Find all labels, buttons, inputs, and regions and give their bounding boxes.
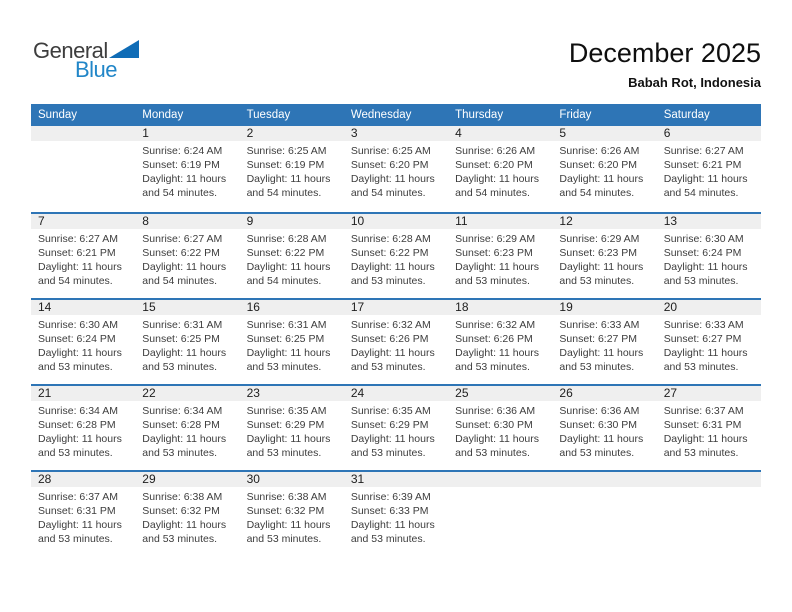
day-cell-31 xyxy=(344,472,448,556)
day-details xyxy=(135,229,239,288)
daylight-text: Daylight: 11 hours and 53 minutes. xyxy=(663,261,748,287)
sunset-text: Sunset: 6:19 PM xyxy=(142,159,220,171)
day-cell-15 xyxy=(135,300,239,384)
daylight-text: Daylight: 11 hours and 53 minutes. xyxy=(350,519,435,545)
day-number-empty xyxy=(448,472,552,487)
day-cell-18 xyxy=(448,300,552,384)
logo-text-general: General xyxy=(33,38,108,63)
sunset-text: Sunset: 6:23 PM xyxy=(455,247,533,259)
daylight-text: Daylight: 11 hours and 53 minutes. xyxy=(38,433,122,459)
weekday-header-tuesday: Tuesday xyxy=(246,109,291,121)
sunrise-text: Sunrise: 6:29 AM xyxy=(455,233,536,245)
daylight-text: Daylight: 11 hours and 53 minutes. xyxy=(246,519,331,545)
daylight-text: Daylight: 11 hours and 53 minutes. xyxy=(350,261,435,287)
weekday-header-thursday: Thursday xyxy=(455,109,504,121)
day-details xyxy=(344,487,448,546)
day-number-empty xyxy=(31,126,135,141)
day-cell-28 xyxy=(31,472,135,556)
day-details xyxy=(552,315,656,374)
daylight-text: Daylight: 11 hours and 53 minutes. xyxy=(350,347,435,373)
day-details xyxy=(31,315,135,374)
day-number-1: 1 xyxy=(135,126,239,141)
sunrise-text: Sunrise: 6:29 AM xyxy=(559,233,640,245)
day-number-25: 25 xyxy=(448,386,552,401)
sunset-text: Sunset: 6:32 PM xyxy=(246,505,325,517)
day-cell-21 xyxy=(31,386,135,470)
sunset-text: Sunset: 6:31 PM xyxy=(663,419,742,431)
day-cell-8 xyxy=(135,214,239,298)
sunset-text: Sunset: 6:33 PM xyxy=(350,505,429,517)
day-number-15: 15 xyxy=(135,300,239,315)
day-details xyxy=(31,229,135,288)
day-number-4: 4 xyxy=(448,126,552,141)
day-number-14: 14 xyxy=(31,300,135,315)
daylight-text: Daylight: 11 hours and 53 minutes. xyxy=(663,347,748,373)
sunrise-text: Sunrise: 6:26 AM xyxy=(559,145,640,157)
sunrise-text: Sunrise: 6:33 AM xyxy=(559,319,640,331)
daylight-text: Daylight: 11 hours and 53 minutes. xyxy=(38,519,122,545)
sunrise-text: Sunrise: 6:36 AM xyxy=(455,405,536,417)
day-cell-2 xyxy=(240,126,344,212)
day-details xyxy=(135,487,239,546)
daylight-text: Daylight: 11 hours and 54 minutes. xyxy=(350,173,435,199)
day-cell-13 xyxy=(657,214,761,298)
daylight-text: Daylight: 11 hours and 54 minutes. xyxy=(559,173,644,199)
sunrise-text: Sunrise: 6:27 AM xyxy=(142,233,223,245)
day-cell-23 xyxy=(240,386,344,470)
sunset-text: Sunset: 6:24 PM xyxy=(38,333,116,345)
sunrise-text: Sunrise: 6:35 AM xyxy=(246,405,327,417)
day-cell-10 xyxy=(344,214,448,298)
day-cell-22 xyxy=(135,386,239,470)
day-number-17: 17 xyxy=(344,300,448,315)
weekday-header-friday: Friday xyxy=(559,109,592,121)
weekday-header-row xyxy=(31,104,761,126)
day-details xyxy=(344,141,448,200)
day-number-27: 27 xyxy=(657,386,761,401)
week-row-4 xyxy=(31,384,761,470)
day-cell-25 xyxy=(448,386,552,470)
sunrise-text: Sunrise: 6:37 AM xyxy=(38,491,118,503)
day-number-19: 19 xyxy=(552,300,656,315)
day-number-7: 7 xyxy=(31,214,135,229)
sunrise-text: Sunrise: 6:28 AM xyxy=(246,233,327,245)
daylight-text: Daylight: 11 hours and 54 minutes. xyxy=(142,173,227,199)
day-number-29: 29 xyxy=(135,472,239,487)
day-cell-7 xyxy=(31,214,135,298)
day-details xyxy=(31,141,135,144)
sunset-text: Sunset: 6:20 PM xyxy=(455,159,533,171)
sunset-text: Sunset: 6:22 PM xyxy=(350,247,429,259)
sunrise-text: Sunrise: 6:31 AM xyxy=(142,319,223,331)
day-number-24: 24 xyxy=(344,386,448,401)
day-cell-11 xyxy=(448,214,552,298)
sunrise-text: Sunrise: 6:32 AM xyxy=(350,319,431,331)
day-details xyxy=(448,315,552,374)
daylight-text: Daylight: 11 hours and 54 minutes. xyxy=(142,261,227,287)
day-details xyxy=(240,141,344,200)
month-title: December 2025 xyxy=(568,38,761,68)
sunrise-text: Sunrise: 6:31 AM xyxy=(246,319,327,331)
sunrise-text: Sunrise: 6:33 AM xyxy=(663,319,744,331)
day-details xyxy=(31,487,135,546)
day-number-20: 20 xyxy=(657,300,761,315)
day-cell-empty xyxy=(657,472,761,556)
sunrise-text: Sunrise: 6:25 AM xyxy=(246,145,327,157)
weekday-header-wednesday: Wednesday xyxy=(350,109,412,121)
sunset-text: Sunset: 6:25 PM xyxy=(246,333,325,345)
day-cell-3 xyxy=(344,126,448,212)
sunset-text: Sunset: 6:22 PM xyxy=(246,247,325,259)
day-details xyxy=(448,487,552,490)
weekday-header-saturday: Saturday xyxy=(663,109,710,121)
daylight-text: Daylight: 11 hours and 53 minutes. xyxy=(38,347,122,373)
title-block xyxy=(569,38,761,90)
day-number-10: 10 xyxy=(344,214,448,229)
day-details xyxy=(240,315,344,374)
sunrise-text: Sunrise: 6:30 AM xyxy=(38,319,118,331)
day-cell-27 xyxy=(657,386,761,470)
logo-text-blue: Blue xyxy=(75,57,118,82)
general-blue-logo xyxy=(33,36,153,88)
day-number-empty xyxy=(552,472,656,487)
day-cell-29 xyxy=(135,472,239,556)
sunset-text: Sunset: 6:25 PM xyxy=(142,333,220,345)
day-number-16: 16 xyxy=(240,300,344,315)
sunset-text: Sunset: 6:23 PM xyxy=(559,247,638,259)
week-row-2 xyxy=(31,212,761,298)
sunrise-text: Sunrise: 6:27 AM xyxy=(38,233,118,245)
sunrise-text: Sunrise: 6:34 AM xyxy=(38,405,118,417)
day-cell-empty xyxy=(448,472,552,556)
day-cell-1 xyxy=(135,126,239,212)
day-details xyxy=(448,229,552,288)
daylight-text: Daylight: 11 hours and 53 minutes. xyxy=(663,433,748,459)
daylight-text: Daylight: 11 hours and 53 minutes. xyxy=(559,347,644,373)
daylight-text: Daylight: 11 hours and 53 minutes. xyxy=(350,433,435,459)
day-number-6: 6 xyxy=(657,126,761,141)
daylight-text: Daylight: 11 hours and 53 minutes. xyxy=(559,433,644,459)
day-number-3: 3 xyxy=(344,126,448,141)
sunrise-text: Sunrise: 6:28 AM xyxy=(350,233,431,245)
sunrise-text: Sunrise: 6:30 AM xyxy=(663,233,744,245)
sunset-text: Sunset: 6:29 PM xyxy=(246,419,325,431)
day-details xyxy=(657,487,761,490)
sunset-text: Sunset: 6:32 PM xyxy=(142,505,220,517)
sunset-text: Sunset: 6:24 PM xyxy=(663,247,742,259)
day-number-31: 31 xyxy=(344,472,448,487)
day-cell-empty xyxy=(31,126,135,212)
day-cell-17 xyxy=(344,300,448,384)
daylight-text: Daylight: 11 hours and 53 minutes. xyxy=(559,261,644,287)
sunset-text: Sunset: 6:26 PM xyxy=(350,333,429,345)
daylight-text: Daylight: 11 hours and 54 minutes. xyxy=(455,173,539,199)
day-details xyxy=(552,229,656,288)
day-details xyxy=(657,141,761,200)
day-number-11: 11 xyxy=(448,214,552,229)
daylight-text: Daylight: 11 hours and 53 minutes. xyxy=(455,347,539,373)
sunrise-text: Sunrise: 6:35 AM xyxy=(350,405,431,417)
daylight-text: Daylight: 11 hours and 53 minutes. xyxy=(142,433,227,459)
daylight-text: Daylight: 11 hours and 53 minutes. xyxy=(455,261,539,287)
sunrise-text: Sunrise: 6:32 AM xyxy=(455,319,536,331)
sunset-text: Sunset: 6:30 PM xyxy=(455,419,533,431)
day-cell-5 xyxy=(552,126,656,212)
weekday-header-monday: Monday xyxy=(142,109,184,121)
day-details xyxy=(657,401,761,460)
day-cell-30 xyxy=(240,472,344,556)
day-details xyxy=(31,401,135,460)
sunset-text: Sunset: 6:22 PM xyxy=(142,247,220,259)
day-details xyxy=(552,401,656,460)
sunset-text: Sunset: 6:21 PM xyxy=(38,247,116,259)
day-number-21: 21 xyxy=(31,386,135,401)
weekday-header-sunday: Sunday xyxy=(38,109,78,121)
day-number-22: 22 xyxy=(135,386,239,401)
day-number-8: 8 xyxy=(135,214,239,229)
day-details xyxy=(135,401,239,460)
daylight-text: Daylight: 11 hours and 54 minutes. xyxy=(38,261,122,287)
sunset-text: Sunset: 6:26 PM xyxy=(455,333,533,345)
sunset-text: Sunset: 6:30 PM xyxy=(559,419,638,431)
day-details xyxy=(240,487,344,546)
sunset-text: Sunset: 6:28 PM xyxy=(38,419,116,431)
day-details xyxy=(240,401,344,460)
sunset-text: Sunset: 6:21 PM xyxy=(663,159,742,171)
daylight-text: Daylight: 11 hours and 53 minutes. xyxy=(142,347,227,373)
calendar-weeks xyxy=(31,126,761,556)
day-number-13: 13 xyxy=(657,214,761,229)
day-cell-empty xyxy=(552,472,656,556)
sunset-text: Sunset: 6:20 PM xyxy=(350,159,429,171)
day-number-18: 18 xyxy=(448,300,552,315)
day-cell-20 xyxy=(657,300,761,384)
page-header xyxy=(31,36,761,90)
day-cell-24 xyxy=(344,386,448,470)
day-details xyxy=(448,141,552,200)
daylight-text: Daylight: 11 hours and 53 minutes. xyxy=(455,433,539,459)
day-cell-19 xyxy=(552,300,656,384)
day-number-23: 23 xyxy=(240,386,344,401)
sunset-text: Sunset: 6:28 PM xyxy=(142,419,220,431)
sunrise-text: Sunrise: 6:26 AM xyxy=(455,145,536,157)
day-cell-16 xyxy=(240,300,344,384)
week-row-5 xyxy=(31,470,761,556)
day-details xyxy=(552,141,656,200)
day-details xyxy=(240,229,344,288)
day-number-28: 28 xyxy=(31,472,135,487)
week-row-3 xyxy=(31,298,761,384)
day-number-26: 26 xyxy=(552,386,656,401)
week-row-1 xyxy=(31,126,761,212)
sunrise-text: Sunrise: 6:27 AM xyxy=(663,145,744,157)
sunrise-text: Sunrise: 6:34 AM xyxy=(142,405,223,417)
day-cell-14 xyxy=(31,300,135,384)
day-number-12: 12 xyxy=(552,214,656,229)
sunrise-text: Sunrise: 6:38 AM xyxy=(246,491,327,503)
calendar-table xyxy=(31,104,761,556)
day-number-30: 30 xyxy=(240,472,344,487)
day-cell-6 xyxy=(657,126,761,212)
location-subtitle: Babah Rot, Indonesia xyxy=(628,75,761,90)
day-details xyxy=(552,487,656,490)
day-cell-26 xyxy=(552,386,656,470)
day-details xyxy=(135,315,239,374)
daylight-text: Daylight: 11 hours and 53 minutes. xyxy=(246,433,331,459)
sunrise-text: Sunrise: 6:36 AM xyxy=(559,405,640,417)
day-details xyxy=(448,401,552,460)
sunrise-text: Sunrise: 6:39 AM xyxy=(350,491,431,503)
day-number-5: 5 xyxy=(552,126,656,141)
sunset-text: Sunset: 6:20 PM xyxy=(559,159,638,171)
day-number-2: 2 xyxy=(240,126,344,141)
daylight-text: Daylight: 11 hours and 54 minutes. xyxy=(246,261,331,287)
daylight-text: Daylight: 11 hours and 53 minutes. xyxy=(142,519,227,545)
day-details xyxy=(135,141,239,200)
sunset-text: Sunset: 6:29 PM xyxy=(350,419,429,431)
day-number-empty xyxy=(657,472,761,487)
sunrise-text: Sunrise: 6:25 AM xyxy=(350,145,431,157)
day-details xyxy=(344,229,448,288)
daylight-text: Daylight: 11 hours and 54 minutes. xyxy=(663,173,748,199)
daylight-text: Daylight: 11 hours and 53 minutes. xyxy=(246,347,331,373)
day-details xyxy=(657,229,761,288)
sunset-text: Sunset: 6:19 PM xyxy=(246,159,325,171)
daylight-text: Daylight: 11 hours and 54 minutes. xyxy=(246,173,331,199)
day-cell-12 xyxy=(552,214,656,298)
sunset-text: Sunset: 6:27 PM xyxy=(559,333,638,345)
day-details xyxy=(344,315,448,374)
sunrise-text: Sunrise: 6:24 AM xyxy=(142,145,223,157)
day-cell-4 xyxy=(448,126,552,212)
sunset-text: Sunset: 6:27 PM xyxy=(663,333,742,345)
day-number-9: 9 xyxy=(240,214,344,229)
sunset-text: Sunset: 6:31 PM xyxy=(38,505,116,517)
day-details xyxy=(657,315,761,374)
sunrise-text: Sunrise: 6:37 AM xyxy=(663,405,744,417)
sunrise-text: Sunrise: 6:38 AM xyxy=(142,491,223,503)
day-cell-9 xyxy=(240,214,344,298)
day-details xyxy=(344,401,448,460)
logo-triangle-icon xyxy=(109,40,139,58)
